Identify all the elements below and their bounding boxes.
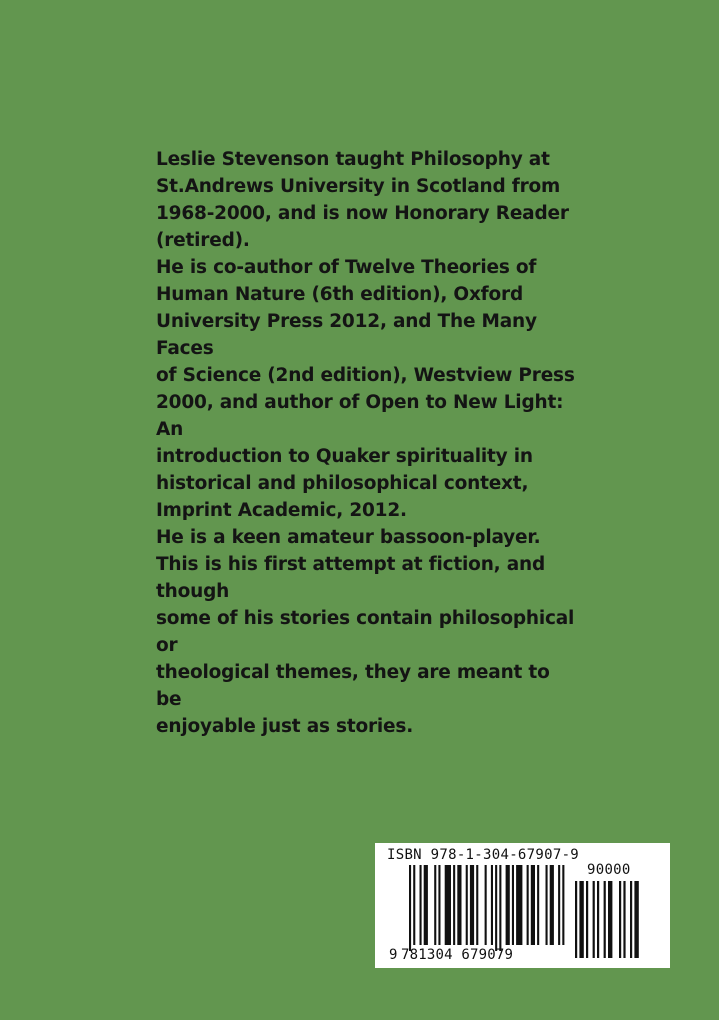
barcode-bar [409,865,411,951]
barcode-bar [485,865,487,945]
barcode-bar [562,865,564,945]
barcode-bar [537,865,539,945]
barcode-digits: 781304 679079 [401,947,514,963]
addon-bar [604,881,606,958]
bio-line: He is a keen amateur bassoon-player. [156,527,541,548]
addon-bar [608,881,612,958]
bio-line: 1968-2000, and is now Honorary Reader [156,203,569,224]
barcode-bar [413,865,415,945]
barcode-bar [434,865,436,945]
barcode-bar [527,865,529,945]
barcode-bar [550,865,554,945]
barcode-bar [457,865,461,945]
barcode-bar [420,865,422,945]
addon-bar [630,881,632,958]
barcode-bar [512,865,514,945]
bio-line: University Press 2012, and The Many Faces [156,311,537,359]
bio-line: St.Andrews University in Scotland from [156,176,561,197]
barcode-bar [438,865,440,945]
barcode-bar [476,865,478,945]
author-bio [156,146,576,740]
barcode-bar [470,865,474,945]
barcode-bar [506,865,510,945]
addon-bar [619,881,621,958]
bio-line: introduction to Quaker spirituality in [156,446,533,467]
barcode-bar [516,865,522,945]
addon-bar [597,881,599,958]
bio-line: Imprint Academic, 2012. [156,500,407,521]
bio-line: (retired). [156,230,250,251]
bio-line: some of his stories contain philosophical or [156,608,575,656]
price-code: 90000 [587,862,631,878]
bio-line: theological themes, they are meant to be [156,662,550,710]
barcode-bar [466,865,468,945]
bio-line: This is his first attempt at fiction, and though [156,554,546,602]
addon-bar [623,881,625,958]
barcode-bar [495,865,497,951]
isbn-barcode-box [375,843,670,968]
bio-line: of Science (2nd edition), Westview Press [156,365,575,386]
bio-line: He is co-author of Twelve Theories of [156,257,537,278]
barcode-bar [453,865,455,945]
addon-bar [579,881,583,958]
barcode-bar [531,865,535,945]
addon-bar [575,881,577,958]
isbn-label: ISBN 978-1-304-67907-9 [387,847,580,863]
barcode-bar [424,865,428,945]
barcode-bar [499,865,501,951]
barcode-bar [445,865,451,945]
addon-bar [586,881,588,958]
barcode-bar [558,865,560,945]
bio-line: Leslie Stevenson taught Philosophy at [156,149,550,170]
bio-line: enjoyable just as stories. [156,716,414,737]
bio-line: Human Nature (6th edition), Oxford [156,284,524,305]
addon-bar [634,881,638,958]
bio-line: 2000, and author of Open to New Light: An [156,392,564,440]
barcode-bar [546,865,548,945]
barcode-leading-digit: 9 [389,947,398,963]
barcode-bar [491,865,493,945]
addon-bar [593,881,595,958]
bio-line: historical and philosophical context, [156,473,529,494]
